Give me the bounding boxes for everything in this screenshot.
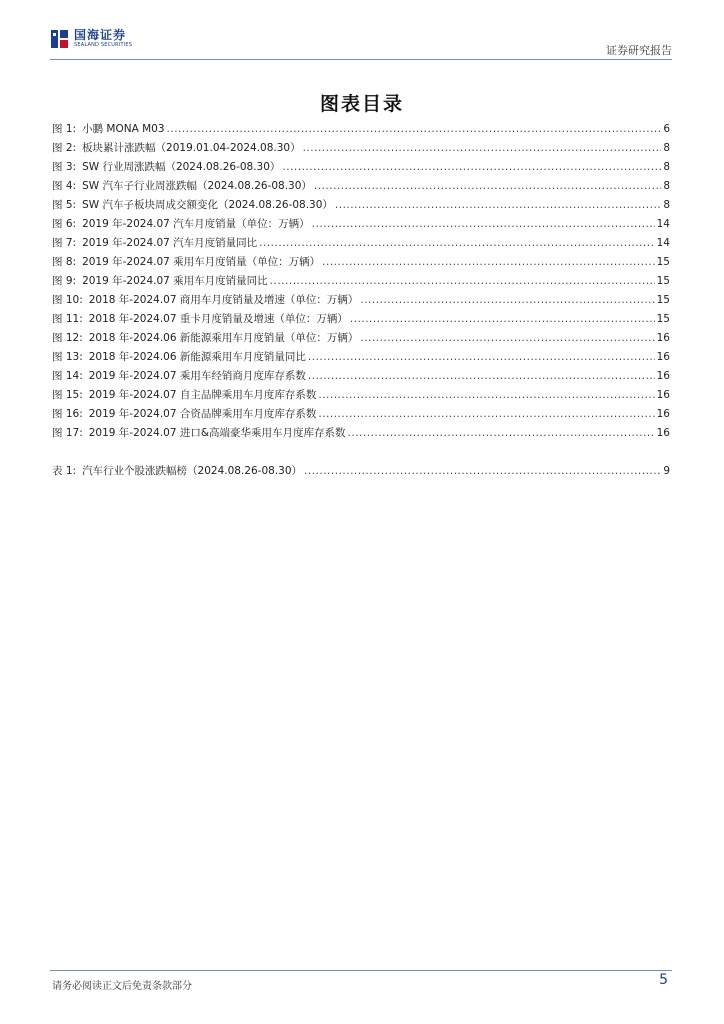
toc-entry-page: 16 [656,370,670,382]
toc-dot-leader [322,256,654,268]
toc-entry-page: 15 [656,294,670,306]
figure-entry[interactable] [52,273,670,292]
report-type: 证券研究报告 [606,44,672,57]
toc-entry-title: SW 行业周涨跌幅（2024.08.26-08.30） [82,161,281,173]
sealand-logo-icon [50,28,70,50]
header-divider [50,59,672,60]
figure-entry[interactable] [52,349,670,368]
toc-dot-leader [348,427,655,439]
figure-entry[interactable] [52,425,670,444]
page-header [50,28,672,58]
toc-entry-title: 2019 年-2024.07 乘用车月度销量同比 [82,275,268,287]
toc-entry-label: 图 17: [52,427,83,439]
toc-entry-page: 6 [663,123,670,135]
toc-entry-title: 2019 年-2024.07 进口&高端豪华乘用车月度库存系数 [88,427,346,439]
toc-entry-title: 小鹏 MONA M03 [82,123,165,135]
toc-entry-label: 图 1: [52,123,77,135]
figure-entry[interactable] [52,121,670,140]
toc-entry-label: 图 15: [52,389,83,401]
toc-entry-page: 9 [663,465,670,477]
toc-dot-leader [259,237,654,249]
toc-dot-leader [270,275,655,287]
page-title: 图表目录 [319,93,404,115]
toc-entry-page: 15 [656,313,670,325]
toc-dot-leader [314,180,661,192]
logo-chinese-name: 国海证券 [74,28,127,42]
toc-entry-page: 8 [663,199,670,211]
toc-entry-label: 图 9: [52,275,77,287]
toc-entry-label: 图 2: [52,142,77,154]
toc-dot-leader [167,123,662,135]
toc-entry-page: 8 [663,161,670,173]
toc-dot-leader [304,465,661,477]
figure-entry[interactable] [52,216,670,235]
toc-entry-title: 板块累计涨跌幅（2019.01.04-2024.08.30） [82,142,301,154]
toc-entry-label: 图 7: [52,237,77,249]
toc-dot-leader [360,332,654,344]
toc-entry-page: 8 [663,142,670,154]
figure-entry[interactable] [52,406,670,425]
table-list [52,463,670,482]
figure-entry[interactable] [52,368,670,387]
toc-dot-leader [318,389,654,401]
toc-dot-leader [282,161,661,173]
figure-entry[interactable] [52,387,670,406]
figure-entry[interactable] [52,159,670,178]
toc-entry-label: 图 13: [52,351,83,363]
toc-entry-label: 图 6: [52,218,77,230]
toc-entry-title: 2019 年-2024.07 汽车月度销量（单位：万辆） [82,218,310,230]
toc-entry-label: 图 12: [52,332,83,344]
toc-entry-page: 15 [656,275,670,287]
toc-entry-title: 2019 年-2024.07 乘用车月度销量（单位：万辆） [82,256,321,268]
toc-entry-page: 16 [656,389,670,401]
toc-entry-title: 汽车行业个股涨跌幅榜（2024.08.26-08.30） [82,465,303,477]
toc-entry-page: 16 [656,408,670,420]
toc-dot-leader [312,218,655,230]
toc-entry-title: SW 汽车子行业周涨跌幅（2024.08.26-08.30） [82,180,312,192]
toc-entry-page: 16 [656,332,670,344]
toc-dot-leader [308,351,655,363]
figure-entry[interactable] [52,178,670,197]
toc-entry-title: 2018 年-2024.07 重卡月度销量及增速（单位：万辆） [88,313,348,325]
toc-entry-label: 表 1: [52,465,77,477]
toc-dot-leader [335,199,661,211]
logo-english-name: SEALAND SECURITIES [74,42,133,48]
toc-entry-page: 14 [656,218,670,230]
toc-entry-title: 2019 年-2024.07 汽车月度销量同比 [82,237,258,249]
disclaimer-note: 请务必阅读正文后免责条款部分 [52,981,192,992]
toc-dot-leader [303,142,662,154]
toc-entry-label: 图 11: [52,313,83,325]
toc-entry-title: 2018 年-2024.06 新能源乘用车月度销量同比 [88,351,306,363]
page-number: 5 [659,972,668,988]
toc-entry-title: 2019 年-2024.07 乘用车经销商月度库存系数 [88,370,306,382]
table-entry[interactable] [52,463,670,482]
figure-entry[interactable] [52,330,670,349]
toc-dot-leader [318,408,654,420]
toc-dot-leader [350,313,655,325]
figure-entry[interactable] [52,311,670,330]
toc-dot-leader [360,294,654,306]
figure-entry[interactable] [52,254,670,273]
figure-entry[interactable] [52,197,670,216]
toc-entry-label: 图 8: [52,256,77,268]
footer-divider [50,970,672,971]
toc-entry-page: 14 [656,237,670,249]
toc-entry-title: 2019 年-2024.07 自主品牌乘用车月度库存系数 [88,389,317,401]
toc-entry-page: 16 [656,427,670,439]
toc-entry-page: 16 [656,351,670,363]
toc-entry-title: 2019 年-2024.07 合资品牌乘用车月度库存系数 [88,408,317,420]
toc-entry-label: 图 4: [52,180,77,192]
toc-entry-page: 15 [656,256,670,268]
figure-entry[interactable] [52,235,670,254]
toc-entry-label: 图 16: [52,408,83,420]
toc-entry-page: 8 [663,180,670,192]
figure-entry[interactable] [52,140,670,159]
toc-entry-title: 2018 年-2024.07 商用车月度销量及增速（单位：万辆） [88,294,359,306]
toc-entry-label: 图 5: [52,199,77,211]
toc-dot-leader [308,370,655,382]
toc-entry-label: 图 10: [52,294,83,306]
toc-entry-label: 图 3: [52,161,77,173]
toc-entry-title: 2018 年-2024.06 新能源乘用车月度销量（单位：万辆） [88,332,359,344]
figure-entry[interactable] [52,292,670,311]
toc-entry-label: 图 14: [52,370,83,382]
company-logo [50,28,132,56]
toc-entry-title: SW 汽车子板块周成交额变化（2024.08.26-08.30） [82,199,333,211]
figure-list [52,121,670,444]
